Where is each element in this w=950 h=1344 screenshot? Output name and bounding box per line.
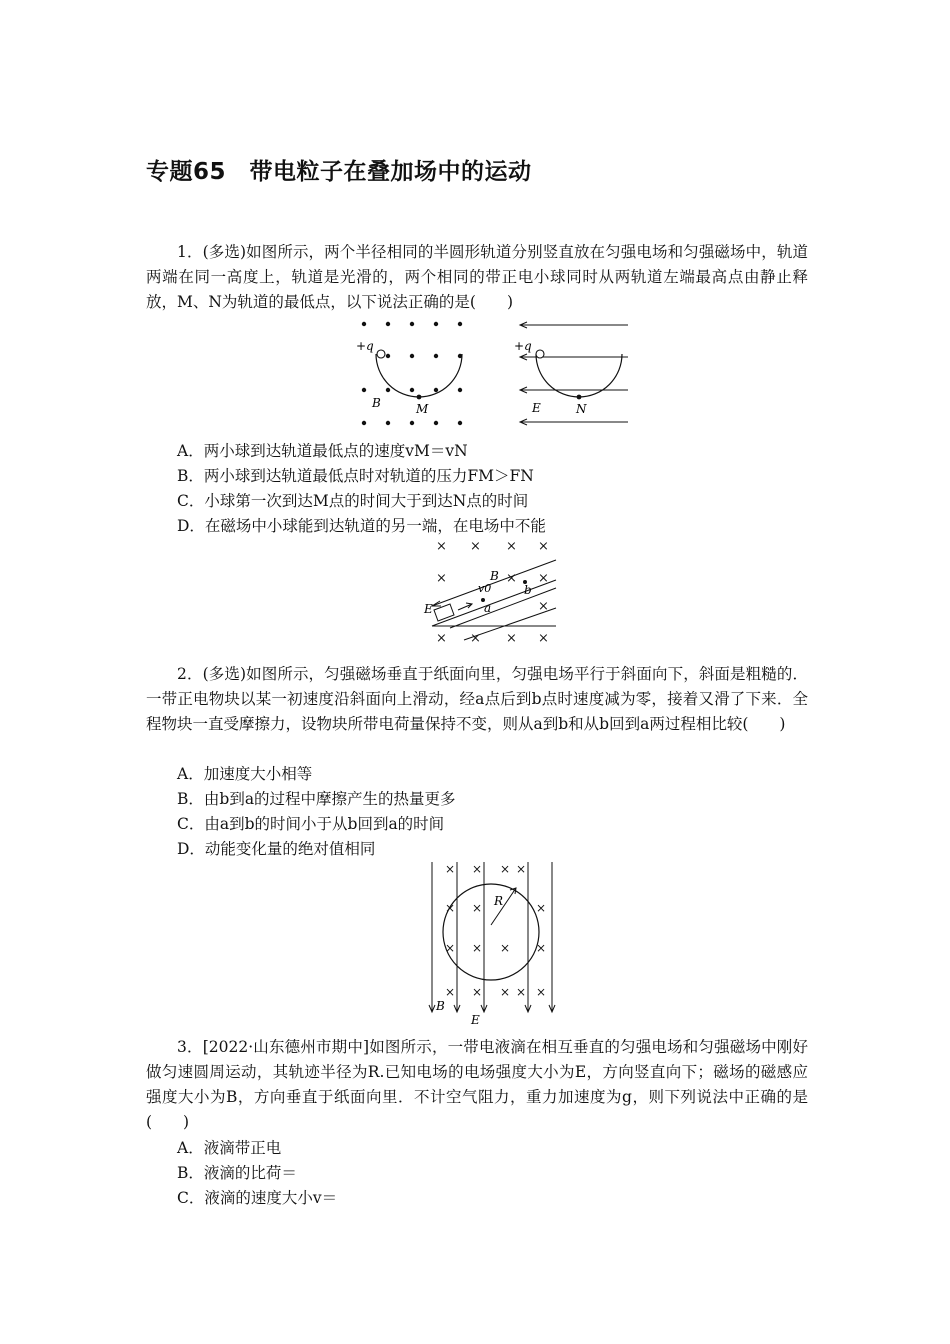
q3-stem: 3．[2022·山东德州市期中]如图所示，一带电液滴在相互垂直的匀强电场和匀强磁场中刚好做匀速圆周运动，其轨迹半径为R.已知电场的电场强度大小为E，方向竖直向下；磁场的磁感应强度大小为B，方向垂直于纸面向里．不计空气阻力，重力加速度为g，则下列说法中正确的是( ) <box>146 1038 808 1131</box>
svg-text:×: × <box>506 571 517 586</box>
q2-option-d: D．动能变化量的绝对值相同 <box>177 840 376 858</box>
q3-option-b: B．液滴的比荷＝ <box>177 1164 297 1182</box>
q3-label-e: E <box>471 1013 480 1027</box>
svg-text:×: × <box>472 985 483 999</box>
svg-text:×: × <box>436 539 447 554</box>
q2-label-b-field: B <box>490 569 499 583</box>
q1-charge-label-right: +q <box>514 339 532 353</box>
svg-text:×: × <box>536 941 547 955</box>
q2-label-v0: v0 <box>478 582 492 595</box>
q3-option-a: A．液滴带正电 <box>177 1139 282 1157</box>
q2-label-e: E <box>424 602 433 616</box>
q2-option-b: B．由b到a的过程中摩擦产生的热量更多 <box>177 790 456 808</box>
svg-text:×: × <box>538 571 549 586</box>
q3-option-c: C．液滴的速度大小v＝ <box>177 1189 338 1207</box>
q2-label-b: b <box>524 583 532 597</box>
svg-text:×: × <box>445 901 456 915</box>
svg-text:×: × <box>436 571 447 586</box>
q1-label-e: E <box>532 401 541 415</box>
svg-text:×: × <box>538 539 549 554</box>
svg-text:×: × <box>472 901 483 915</box>
q1-charge-label-left: +q <box>356 339 374 353</box>
svg-text:×: × <box>445 985 456 999</box>
q2-figure <box>420 536 560 646</box>
q2-option-c: C．由a到b的时间小于从b回到a的时间 <box>177 815 445 833</box>
svg-text:×: × <box>472 862 483 876</box>
q1-option-d: D．在磁场中小球能到达轨道的另一端，在电场中不能 <box>177 517 546 535</box>
q1-option-b: B．两小球到达轨道最低点时对轨道的压力FM＞FN <box>177 467 534 485</box>
q1-option-a: A．两小球到达轨道最低点的速度vM＝vN <box>177 442 468 460</box>
svg-text:×: × <box>445 941 456 955</box>
svg-text:×: × <box>506 631 517 646</box>
svg-text:×: × <box>470 631 481 646</box>
svg-text:×: × <box>436 631 447 646</box>
q2-option-a: A．加速度大小相等 <box>177 765 313 783</box>
page-title: 专题65 带电粒子在叠加场中的运动 <box>146 159 532 185</box>
svg-text:×: × <box>538 599 549 614</box>
q3-label-r: R <box>494 894 504 908</box>
q3-figure <box>420 860 565 1030</box>
svg-text:×: × <box>516 985 527 999</box>
svg-text:×: × <box>500 985 511 999</box>
q2-label-a: a <box>484 601 492 615</box>
svg-text:×: × <box>516 862 527 876</box>
svg-text:×: × <box>470 539 481 554</box>
svg-text:×: × <box>538 631 549 646</box>
svg-text:×: × <box>536 901 547 915</box>
q1-option-c: C．小球第一次到达M点的时间大于到达N点的时间 <box>177 492 529 510</box>
svg-text:×: × <box>500 862 511 876</box>
svg-text:×: × <box>506 539 517 554</box>
svg-text:×: × <box>445 862 456 876</box>
svg-text:×: × <box>536 985 547 999</box>
q3-label-b: B <box>436 999 445 1013</box>
q1-label-m: M <box>416 402 429 416</box>
q1-figure <box>352 318 634 430</box>
q3-magnetic-field-crosses <box>445 862 546 999</box>
q1-label-n: N <box>576 402 587 416</box>
q2-stem: 2．(多选)如图所示，匀强磁场垂直于纸面向里，匀强电场平行于斜面向下，斜面是粗糙的．一带正电物块以某一初速度沿斜面向上滑动，经a点后到b点时速度减为零，接着又滑了下来．全程物块一直受摩擦力，设物块所带电荷量保持不变，则从a到b和从b回到a两过程相比较( ) <box>146 665 808 733</box>
q1-label-b: B <box>372 396 381 410</box>
svg-text:×: × <box>472 941 483 955</box>
q1-stem: 1．(多选)如图所示，两个半径相同的半圆形轨道分别竖直放在匀强电场和匀强磁场中，轨道两端在同一高度上，轨道是光滑的，两个相同的带正电小球同时从两轨道左端最高点由静止释放，M、N为轨道的最低点，以下说法正确的是( ) <box>146 243 808 311</box>
svg-text:×: × <box>500 941 511 955</box>
